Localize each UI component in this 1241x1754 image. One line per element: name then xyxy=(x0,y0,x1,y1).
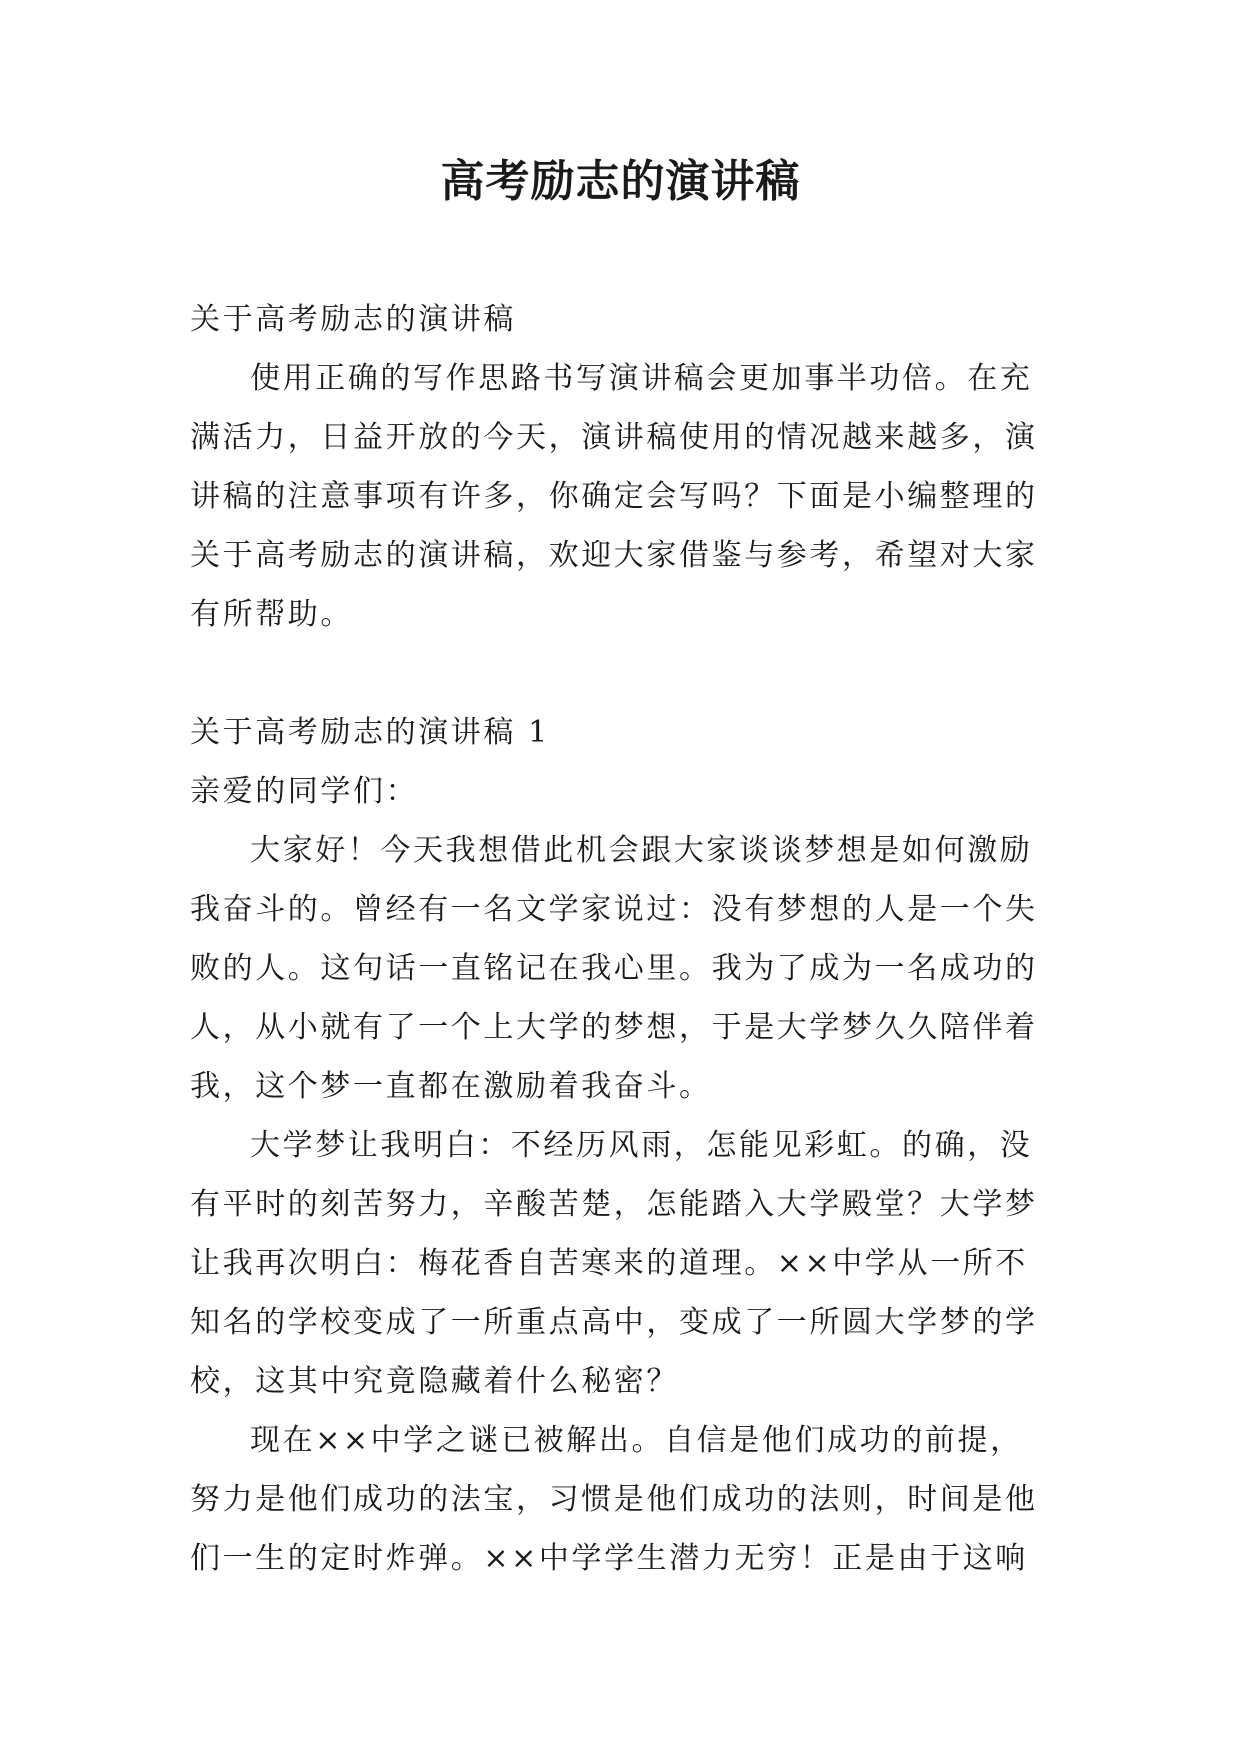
paragraph-spacer xyxy=(190,644,1050,703)
document-title: 高考励志的演讲稿 xyxy=(440,156,801,207)
salutation: 亲爱的同学们： xyxy=(190,774,419,809)
section-heading: 关于高考励志的演讲稿 1 xyxy=(190,715,550,750)
body-paragraph: 大家好！今天我想借此机会跟大家谈谈梦想是如何激励我奋斗的。曾经有一名文学家说过：没有梦想的人是一个失败的人。这句话一直铭记在我心里。我为了成为一名成功的人，从小就有了一个上大学的梦想，于是大学梦久久陪伴着我，这个梦一直都在激励着我奋斗。 xyxy=(190,833,1038,1104)
intro-paragraph: 使用正确的写作思路书写演讲稿会更加事半功倍。在充满活力，日益开放的今天，演讲稿使用的情况越来越多，演讲稿的注意事项有许多，你确定会写吗？下面是小编整理的关于高考励志的演讲稿，欢迎大家借鉴与参考，希望对大家有所帮助。 xyxy=(190,361,1038,632)
body-paragraph: 大学梦让我明白：不经历风雨，怎能见彩虹。的确，没有平时的刻苦努力，辛酸苦楚，怎能踏入大学殿堂？大学梦让我再次明白：梅花香自苦寒来的道理。××中学从一所不知名的学校变成了一所重点高中，变成了一所圆大学梦的学校，这其中究竟隐藏着什么秘密？ xyxy=(190,1128,1038,1399)
document-body xyxy=(190,290,1050,1588)
document-subtitle: 关于高考励志的演讲稿 xyxy=(190,302,516,337)
body-paragraph: 现在××中学之谜已被解出。自信是他们成功的前提，努力是他们成功的法宝，习惯是他们成功的法则，时间是他们一生的定时炸弹。××中学学生潜力无穷！正是由于这响 xyxy=(190,1423,1038,1576)
